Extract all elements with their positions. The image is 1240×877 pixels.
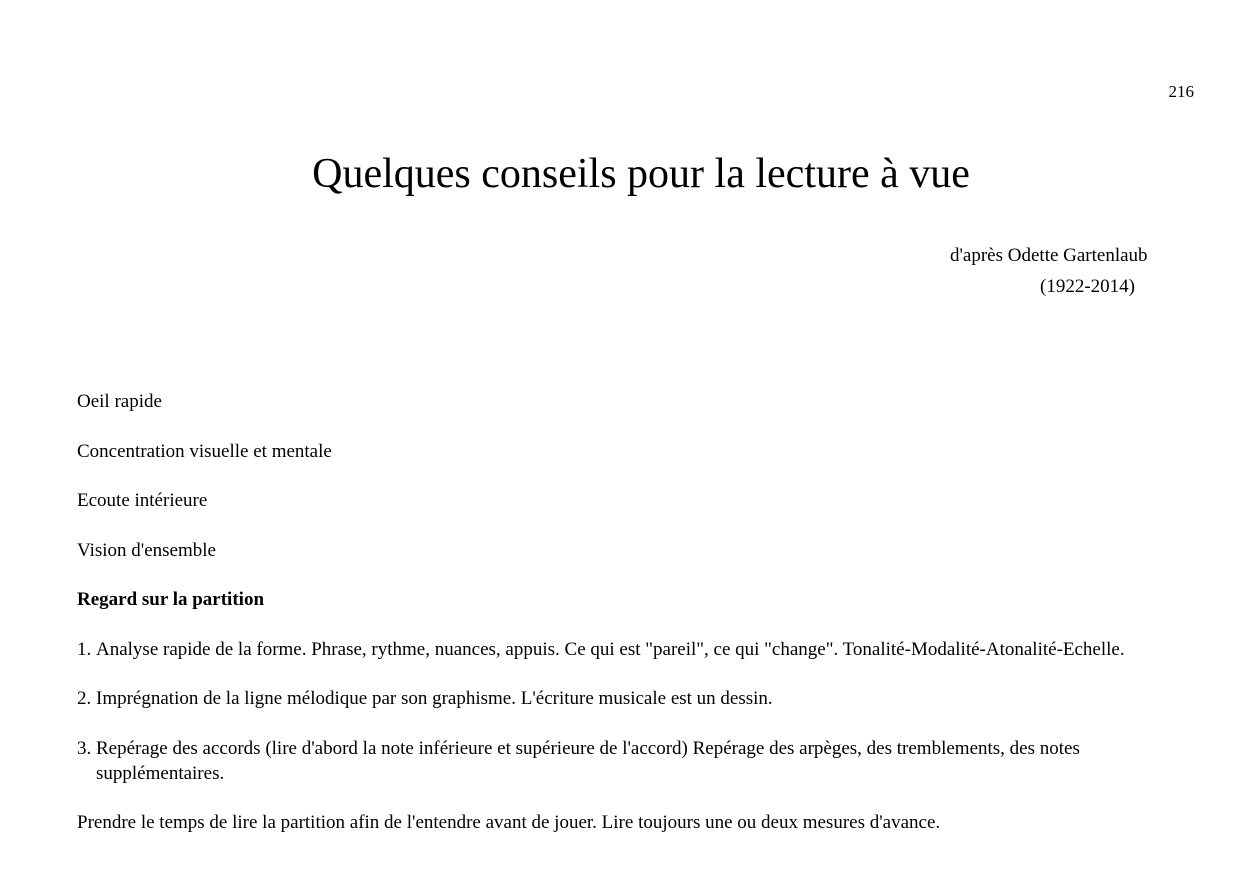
numbered-item-1 <box>77 637 1167 662</box>
point-item: Vision d'ensemble <box>77 539 216 561</box>
item-number: 3. <box>77 737 96 759</box>
attribution-author: d'après Odette Gartenlaub <box>950 245 1148 266</box>
point-item: Concentration visuelle et mentale <box>77 440 332 462</box>
item-text: Analyse rapide de la forme. Phrase, rythme, nuances, appuis. Ce qui est "pareil", ce qui "change". Tonalité-Modalité-Atonalité-Echelle. <box>96 638 1125 660</box>
point-item: Oeil rapide <box>77 391 162 412</box>
closing-paragraph: Prendre le temps de lire la partition afin de l'entendre avant de jouer. Lire toujours une ou deux mesures d'avance. <box>77 812 941 833</box>
section-heading: Regard sur la partition <box>77 589 265 610</box>
numbered-item-3 <box>77 736 1167 786</box>
point-item: Ecoute intérieure <box>77 490 208 511</box>
item-text: Repérage des accords (lire d'abord la note inférieure et supérieure de l'accord) Repérage des arpèges, des tremblements, des notes supplémentaires. <box>96 737 1080 784</box>
attribution <box>950 240 1148 302</box>
attribution-dates: (1922-2014) <box>1040 276 1135 297</box>
document-body <box>77 389 1167 860</box>
item-number: 2. <box>77 688 96 709</box>
document-title: Quelques conseils pour la lecture à vue <box>312 151 970 197</box>
numbered-item-2 <box>77 686 1167 711</box>
item-number: 1. <box>77 638 96 660</box>
page-number: 216 <box>1168 82 1194 101</box>
item-text: Imprégnation de la ligne mélodique par son graphisme. L'écriture musicale est un dessin. <box>96 688 773 709</box>
